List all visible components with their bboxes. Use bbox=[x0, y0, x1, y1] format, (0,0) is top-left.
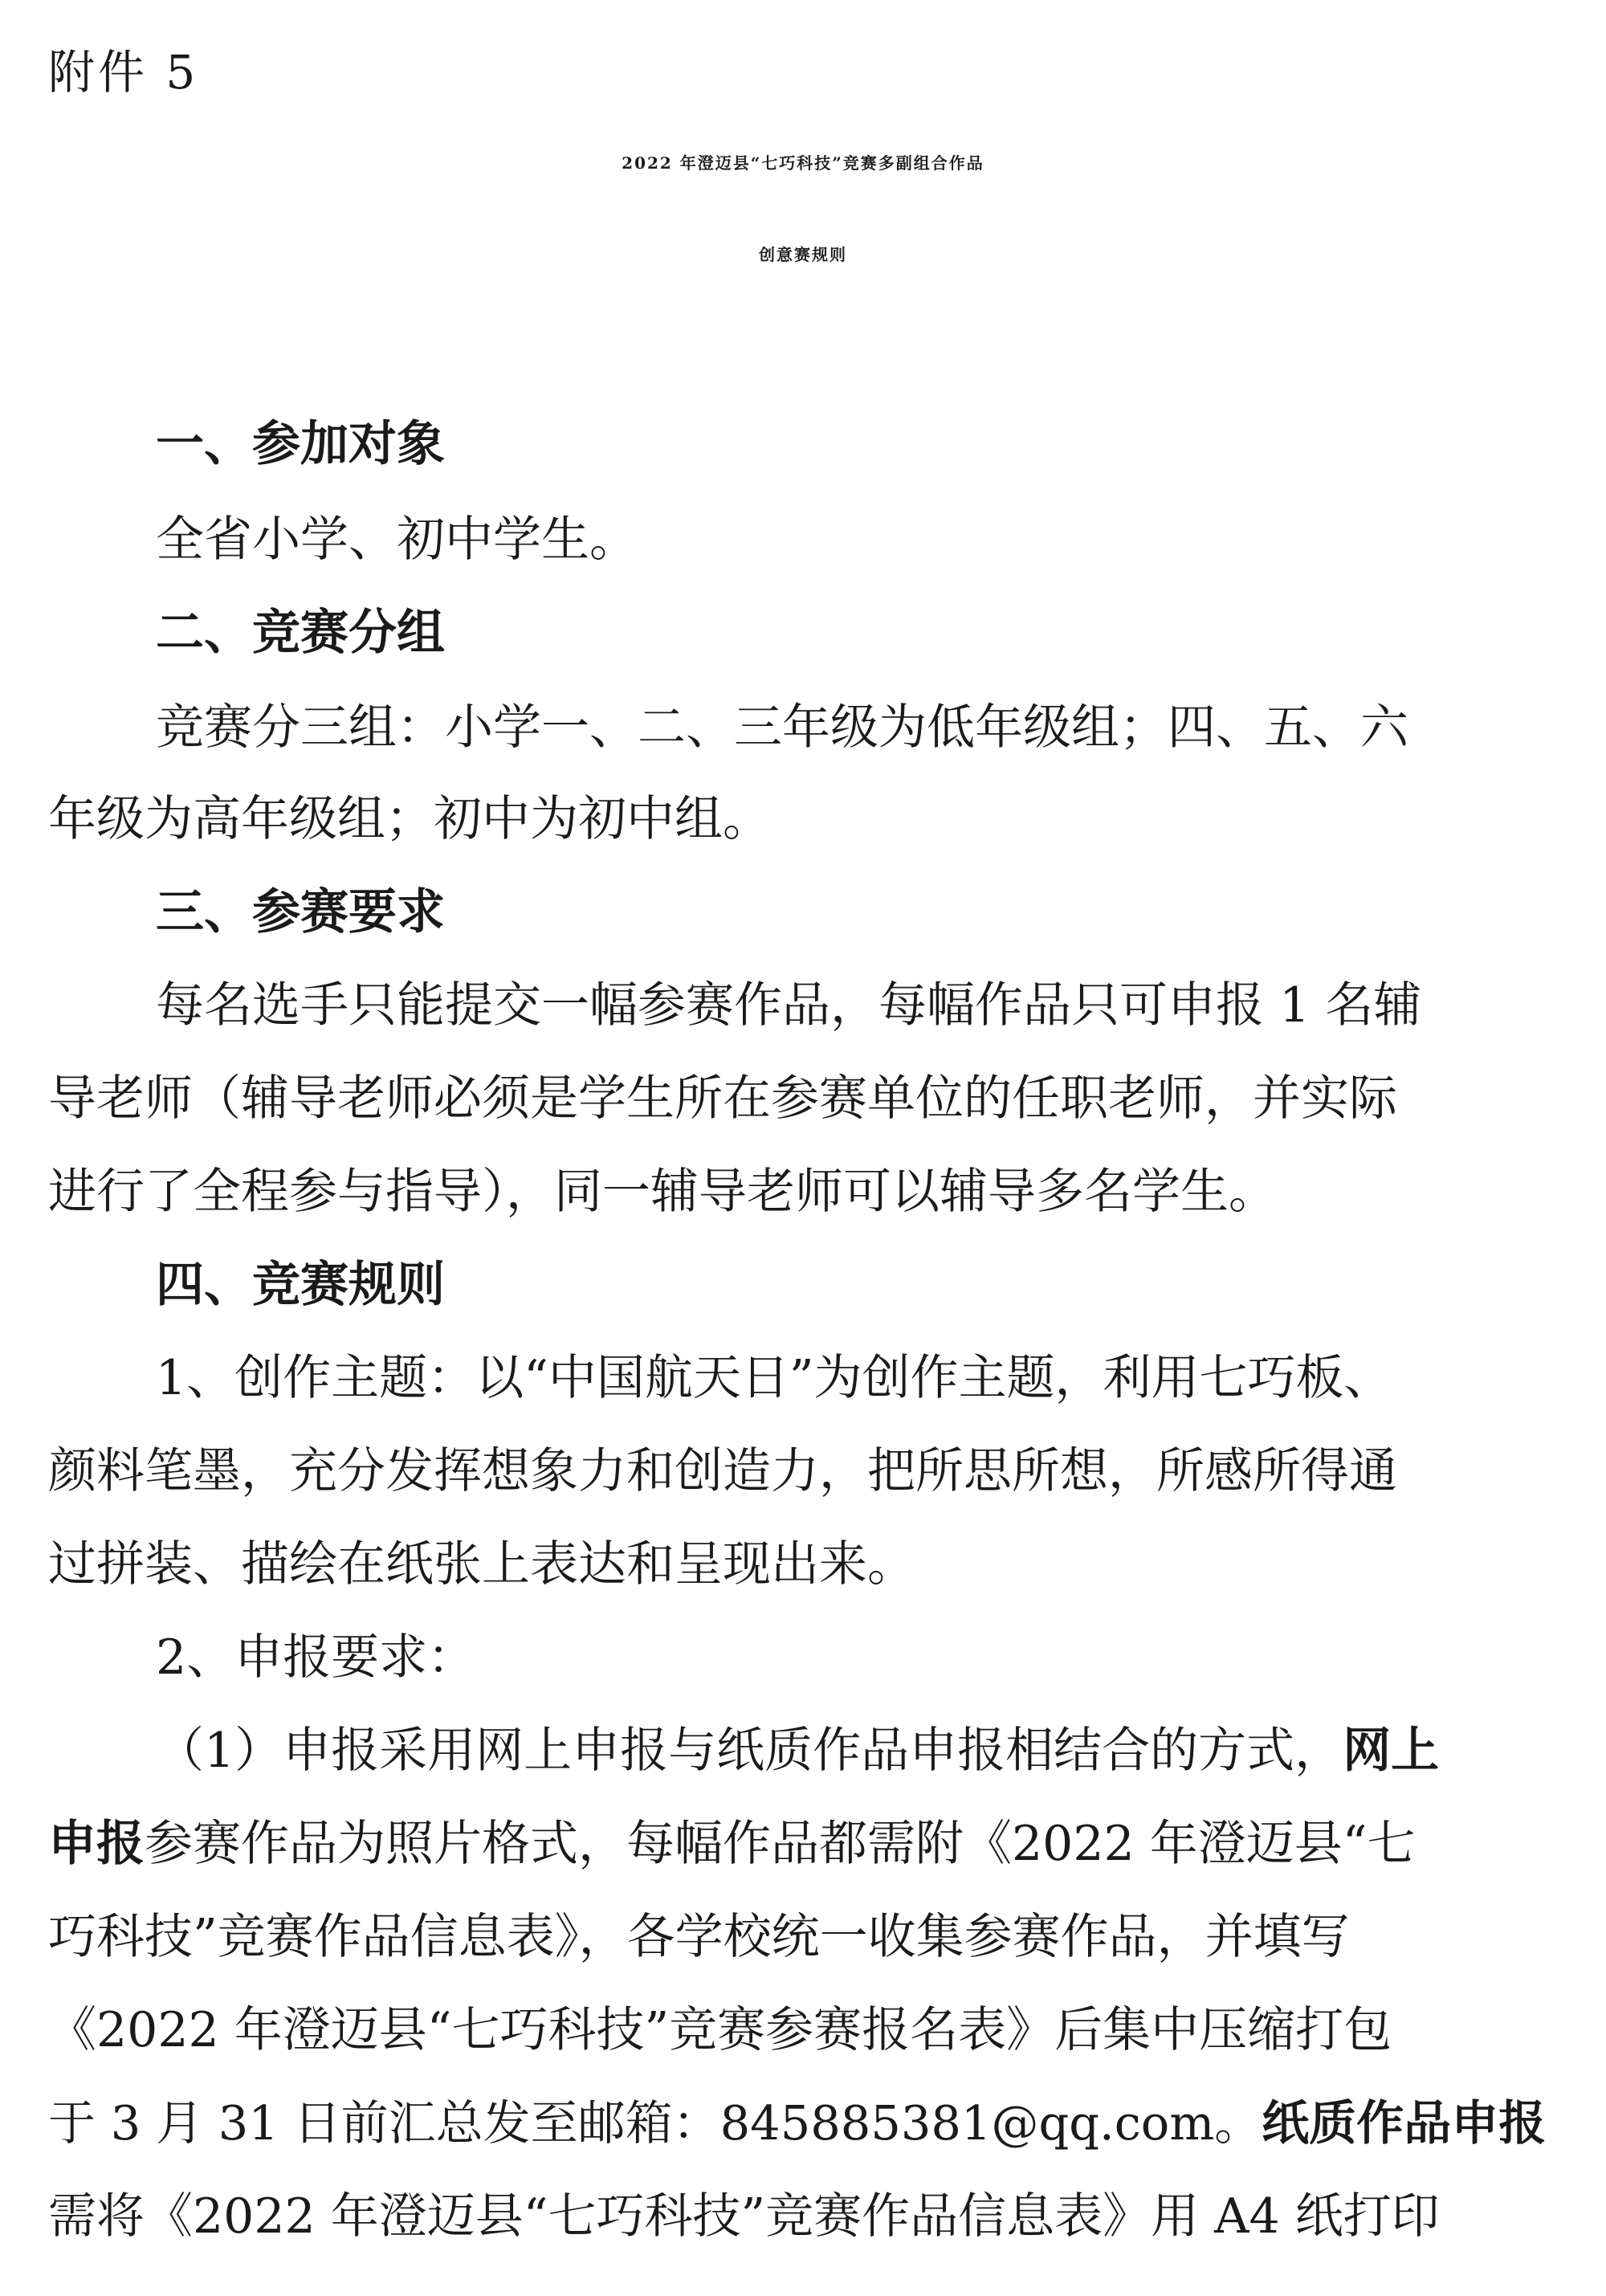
submission-paragraph-line-4: 《2022 年澄迈县“七巧科技”竞赛参赛报名表》后集中压缩打包 bbox=[48, 2002, 1392, 2058]
document-title-line-2: 创意赛规则 bbox=[759, 245, 847, 264]
section-heading-2: 二、竞赛分组 bbox=[156, 605, 445, 661]
submission-text: 参赛作品为照片格式，每幅作品都需附《2022 年澄迈县“七 bbox=[145, 1816, 1416, 1872]
rule-item-1-line: 过拼装、描绘在纸张上表达和呈现出来。 bbox=[48, 1536, 915, 1593]
section-body-1: 全省小学、初中学生。 bbox=[156, 512, 638, 568]
rule-item-1-line: 1、创作主题：以“中国航天日”为创作主题，利用七巧板、 bbox=[156, 1350, 1392, 1406]
submission-text: （1）申报采用网上申报与纸质作品申报相结合的方式， bbox=[156, 1723, 1343, 1779]
section-body-3-line: 进行了全程参与指导），同一辅导老师可以辅导多名学生。 bbox=[48, 1164, 1277, 1220]
submission-paragraph-line-1 bbox=[156, 1719, 1439, 1783]
section-body-3-line: 导老师（辅导老师必须是学生所在参赛单位的任职老师，并实际 bbox=[48, 1071, 1397, 1127]
document-title-line-1: 2022 年澄迈县“七巧科技”竞赛多副组合作品 bbox=[622, 153, 984, 173]
section-body-2-line: 年级为高年级组；初中为初中组。 bbox=[48, 791, 771, 847]
attachment-label: 附件 5 bbox=[48, 45, 199, 100]
submission-paragraph-line-2 bbox=[48, 1812, 1415, 1876]
submission-deadline-email: 于 3 月 31 日前汇总发至邮箱：845885381@qq.com。 bbox=[48, 2095, 1262, 2151]
submission-paragraph-line-5 bbox=[48, 2091, 1546, 2155]
section-body-2-line: 竞赛分三组：小学一、二、三年级为低年级组；四、五、六 bbox=[156, 699, 1408, 756]
submission-paragraph-line-6: 需将《2022 年澄迈县“七巧科技”竞赛作品信息表》用 A4 纸打印 bbox=[48, 2188, 1440, 2245]
section-body-3-line: 每名选手只能提交一幅参赛作品，每幅作品只可申报 1 名辅 bbox=[156, 977, 1422, 1034]
rule-item-1-line: 颜料笔墨，充分发挥想象力和创造力，把所思所想，所感所得通 bbox=[48, 1443, 1397, 1499]
section-heading-1: 一、参加对象 bbox=[156, 416, 445, 472]
online-submission-bold: 网上 bbox=[1343, 1723, 1440, 1779]
submission-paragraph-line-3: 巧科技”竞赛作品信息表》，各学校统一收集参赛作品，并填写 bbox=[48, 1909, 1350, 1965]
section-heading-4: 四、竞赛规则 bbox=[156, 1257, 445, 1313]
paper-submission-bold: 纸质作品申报 bbox=[1262, 2095, 1547, 2151]
section-heading-3: 三、参赛要求 bbox=[156, 884, 445, 940]
rule-item-2: 2、申报要求： bbox=[156, 1629, 476, 1686]
online-submission-bold: 申报 bbox=[48, 1816, 145, 1872]
